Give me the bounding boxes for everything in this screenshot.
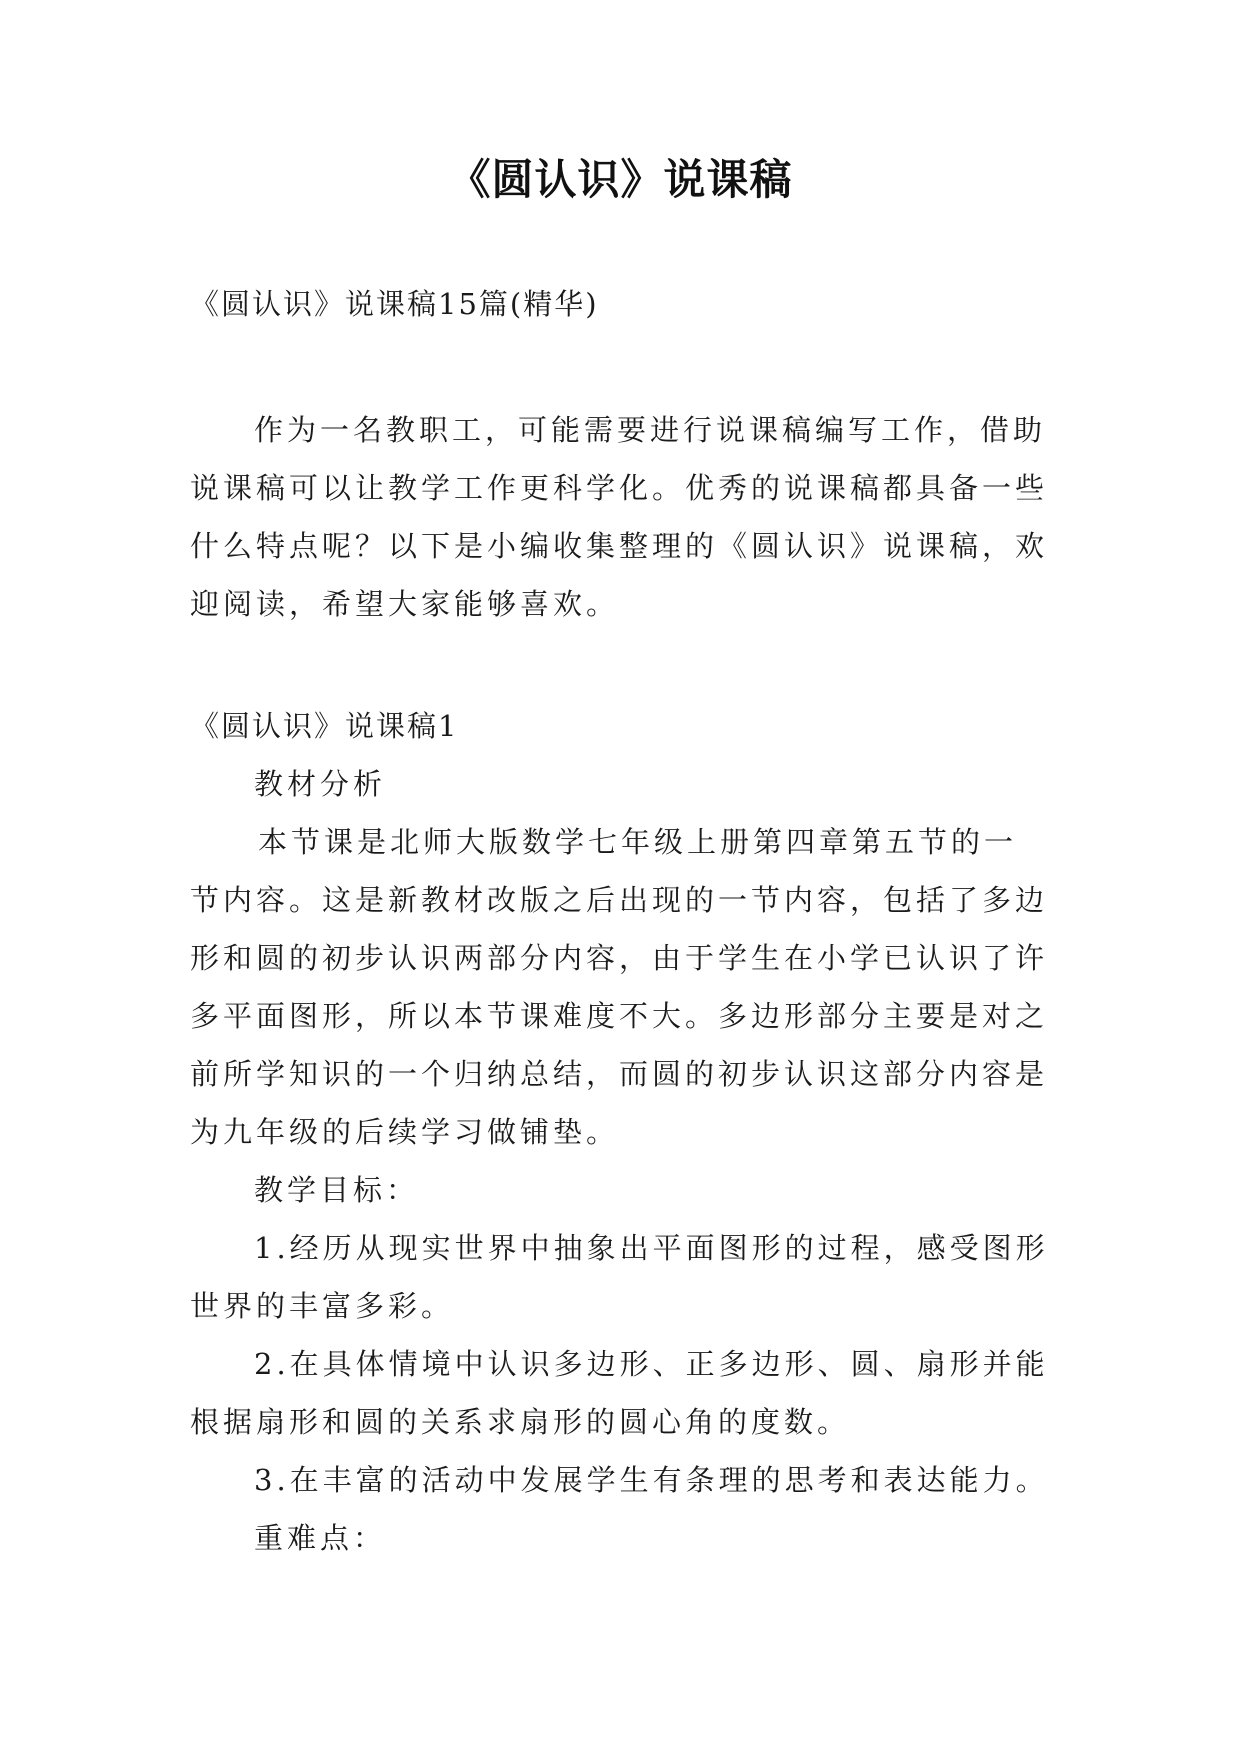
- goal-line: 根据扇形和圆的关系求扇形的圆心角的度数。: [190, 1405, 851, 1439]
- section-heading: 《圆认识》说课稿1: [190, 709, 459, 743]
- intro-line: 说课稿可以让教学工作更科学化。优秀的说课稿都具备一些: [190, 471, 1049, 505]
- document-title: 《圆认识》说课稿: [448, 155, 793, 204]
- analysis-line: 为九年级的后续学习做铺垫。: [190, 1115, 620, 1149]
- goal-line: 1.经历从现实世界中抽象出平面图形的过程，感受图形: [254, 1231, 1049, 1265]
- goal-line: 2.在具体情境中认识多边形、正多边形、圆、扇形并能: [254, 1347, 1049, 1381]
- keypoints-heading: 重难点：: [254, 1521, 387, 1555]
- goals-heading: 教学目标：: [254, 1173, 420, 1207]
- analysis-line: 本节课是北师大版数学七年级上册第四章第五节的一: [258, 825, 1018, 859]
- analysis-line: 形和圆的初步认识两部分内容，由于学生在小学已认识了许: [190, 941, 1049, 975]
- analysis-line: 前所学知识的一个归纳总结，而圆的初步认识这部分内容是: [190, 1057, 1049, 1091]
- intro-line: 迎阅读，希望大家能够喜欢。: [190, 587, 620, 621]
- goal-line: 3.在丰富的活动中发展学生有条理的思考和表达能力。: [254, 1463, 1049, 1497]
- intro-line: 什么特点呢？以下是小编收集整理的《圆认识》说课稿，欢: [190, 529, 1049, 563]
- goal-line: 世界的丰富多彩。: [190, 1289, 455, 1323]
- analysis-heading: 教材分析: [254, 767, 387, 801]
- analysis-line: 多平面图形，所以本节课难度不大。多边形部分主要是对之: [190, 999, 1049, 1033]
- document-subtitle: 《圆认识》说课稿15篇(精华): [190, 287, 599, 321]
- analysis-line: 节内容。这是新教材改版之后出现的一节内容，包括了多边: [190, 883, 1049, 917]
- intro-line: 作为一名教职工，可能需要进行说课稿编写工作，借助: [254, 413, 1047, 447]
